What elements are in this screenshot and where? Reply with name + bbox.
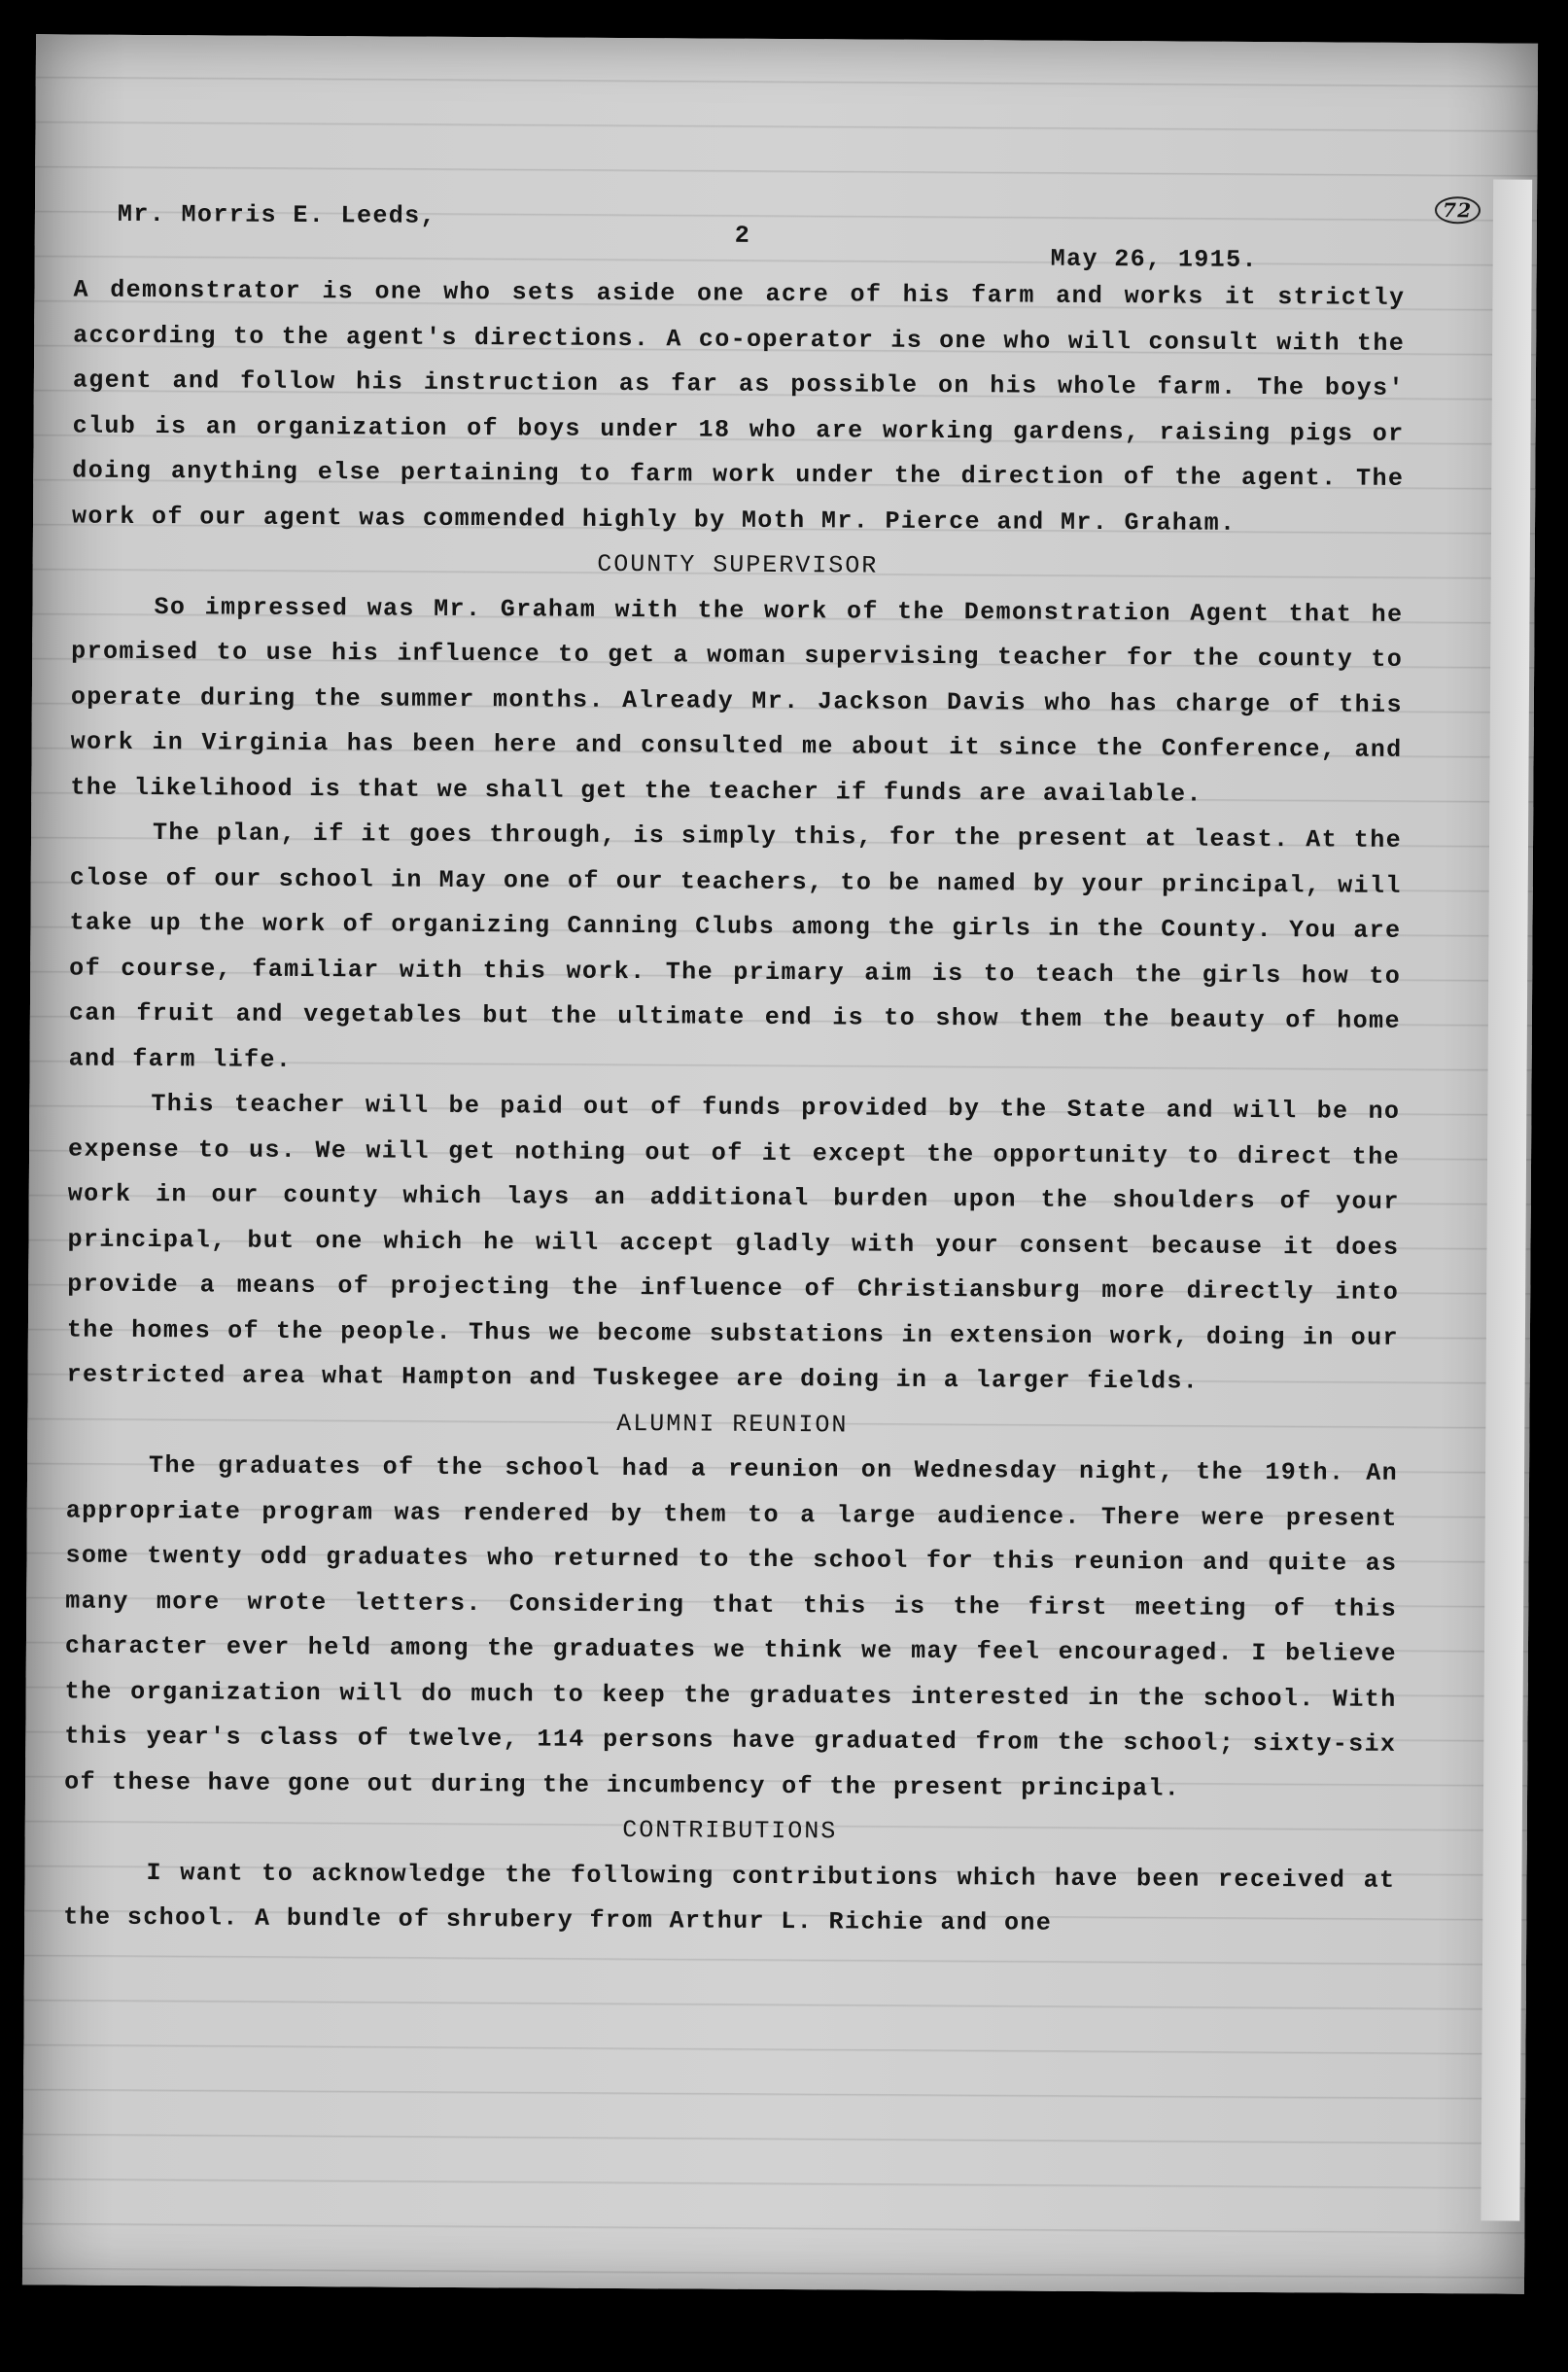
letter-content — [74, 142, 1473, 274]
paragraph-demonstrator: A demonstrator is one who sets aside one acre of his farm and works it strictly according to the agent's directions. A co-operator is one who will consult with the agent and follow his instruction as far as possible on his whole farm. The boys' club is an organization of boys under 18 who are working gardens, raising pigs or doing anything else pertaining to farm work under the direction of the agent. The work of our agent was commended highly by Moth Mr. Pierce and Mr. Graham. — [71, 275, 1406, 538]
heading-county-supervisor: COUNTY SUPERVISOR — [597, 549, 879, 580]
paragraph-contributions: I want to acknowledge the following contributions which have been received at the school. A bundle of shrubery from Arthur L. Richie and one — [63, 1858, 1396, 1937]
page-mark: 72 — [1435, 196, 1481, 224]
paragraph-alumni-reunion: The graduates of the school had a reunion on Wednesday night, the 19th. An appropriate program was rendered by them to a large audience. There were present some twenty odd graduates who returned to the school for this reunion and quite as many more wrote letters. Considering that this is the first meeting of this character ever held among the graduates we think we may feel encouraged. I believe the organization will do much to keep the graduates interested in the school. With this year's class of twelve, 114 persons have graduated from the school; sixty-six of these have gone out during the incumbency of the present principal. — [64, 1451, 1399, 1803]
letter-header — [74, 142, 1473, 274]
letter-date: May 26, 1915. — [1050, 244, 1259, 274]
page-edge — [1481, 179, 1532, 2220]
document-page — [22, 34, 1538, 2293]
letter-body — [63, 268, 1405, 1949]
heading-alumni-reunion: ALUMNI REUNION — [616, 1409, 849, 1439]
paragraph-county-supervisor-1: So impressed was Mr. Graham with the work of the Demonstration Agent that he promised to use his influence to get a woman supervising teacher for the county to operate during the summer months. Already Mr. Jackson Davis who has charge of this work in Virginia has been here and consulted me about it since the Conference, and the likelihood is that we shall get the teacher if funds are available. — [70, 592, 1404, 809]
heading-contributions: CONTRIBUTIONS — [622, 1816, 838, 1846]
addressee: Mr. Morris E. Leeds, — [117, 199, 437, 230]
paragraph-county-supervisor-2: The plan, if it goes through, is simply this, for the present at least. At the close of our school in May one of our teachers, to be named by your principal, will take up the work of organizing Canning Clubs among the girls in the County. You are of course, familiar with this work. The primary aim is to teach the girls how to can fruit and vegetables but the ultimate end is to show them the beauty of home and farm life. — [68, 819, 1403, 1074]
page-number: 2 — [734, 221, 751, 250]
paragraph-county-supervisor-3: This teacher will be paid out of funds provided by the State and will be no expense to us. We will get nothing out of it except the opportunity to direct the work in our county which lays an additional burden upon the shoulders of your principal, but one which he will accept gladly with your consent because it does provide a means of projecting the influence of Christiansburg more directly into the homes of the people. Thus we become substations in extension work, doing in our restricted area what Hampton and Tuskegee are doing in a larger fields. — [66, 1090, 1401, 1396]
